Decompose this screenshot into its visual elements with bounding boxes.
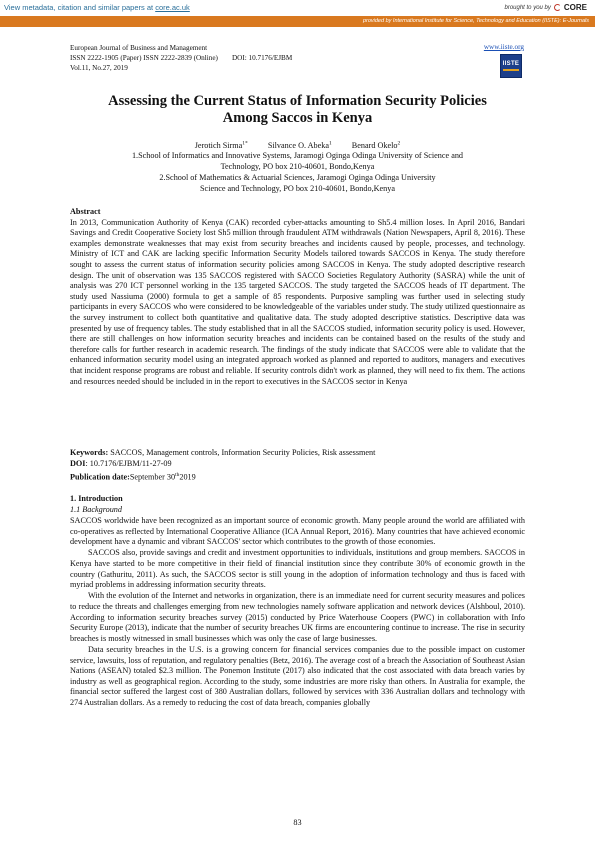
author-1 — [195, 141, 248, 150]
provider-text: provided by International Institute for Science, Technology and Education (IISTE): E-Journals — [362, 18, 589, 24]
paragraph: Data security breaches in the U.S. is a growing concern for financial services companies due to the possible impact on customer service, lawsuits, loss of reputation, and regulatory penalties (Betz, 2016). The average cost of a breach the Association of Southeast Asian Nations (ASEAN) totaled $2.3 million. The Ponemon Institute (2017) also indicated that the cost associated with data breach varies by industry as well as geographical region. According to the study, some industries are more risky than others. In Australia for example, the financial sector suffered the largest cost of 380 Australian dollars, followed by services with 336 Australian dollars and technology with 274 Australian dollars. As a remedy to reducing the cost of data breach, companies globally — [70, 644, 525, 707]
doi-value: : 10.7176/EJBM/11-27-09 — [85, 459, 172, 468]
journal-volume: Vol.11, No.27, 2019 — [70, 64, 128, 72]
journal-info — [70, 43, 292, 73]
paper-title-line-2: Among Saccos in Kenya — [222, 110, 373, 126]
journal-doi: DOI: 10.7176/EJBM — [231, 54, 293, 62]
abstract-heading: Abstract — [70, 207, 101, 216]
keywords-label: Keywords: — [70, 448, 109, 457]
paper-title-line-1: Assessing the Current Status of Information Security Policies — [108, 93, 487, 109]
author-2 — [268, 141, 332, 150]
publication-date-value: September 30 — [129, 472, 176, 482]
paragraph: SACCOS also, provide savings and credit and investment opportunities to individuals, institutions and group members. SACCOS in Kenya have started to be more competitive in their field of financial institution since they contribute 30% of economic growth in the country (Gathuritu, 2011). As such, the SACCOS sector is still young in the adoption of information technology and thus is faced with myriad problems in addressing information security threats. — [70, 548, 525, 590]
author-affil-mark: 1 — [329, 140, 332, 146]
paragraph: With the evolution of the Internet and networks in organization, there is an immediate need for current security measures and polices to reduce the threats and challenges emerging from new technologies namely software application and network devices (Alshboul, 2010). According to information security breaches survey (2015) conducted by Price Waterhouse Coopers (PWC) in collaboration with Info Security Europe (2013), indicate that the number of security breaches UK firms are encountering continue to increase. The rise in security breaches is mostly witnessed in small businesses which was only the case of large businesses. — [70, 591, 525, 643]
journal-name: European Journal of Business and Management — [70, 44, 208, 52]
publication-date-label: Publication date: — [70, 472, 130, 482]
iiste-logo-icon — [500, 54, 522, 78]
abstract-text: In 2013, Communication Authority of Kenya (CAK) recorded cyber-attacks amounting to Sh5.4 million loses. In April 2016, Bandari Savings and Credit Cooperative Society lost Sh5 million through fraudulent ATM withdrawals (Nation Newspapers, April 8, 2016). These examples demonstrate weaknesses that may exist from security breaches and incidents caused by people, processes, and technology. Ministry of ICT and CAK are lacking specific Information Security Models tailored towards SACCOS in Kenya. The study therefore sought to assess the current status of information security policies among SACCOS in Kenya. The study adopted descriptive research design. The unit of observation was 135 SACCOS registered with SACCO Societies Regulatory Authority (SASRA) while the unit of analysis was 270 ICT personnel working in the 135 targeted SACCOS. The study targeted the SACCOS heads of IT department. The study used Nassiuma (2000) formula to get a sample of 85 respondents. Purposive sampling was further used in selecting study participants in every SACCOS who were considered to be knowledgeable of the variables under study. The study utilized questionnaire as the survey instrument to collect both quantitative and qualitative data. The study adopted descriptive statistics. Descriptive data was presented by use of frequency tables. The study established that in all the SACCOS studied, information security policy is used. However, there are still challenges on how information security breaches and incidents can be contained based on the results of the study and therefore calls for further research in academic research. The findings of the study indicate that SACCOS were able to validate that the enhanced information security model using an integrated approach worked as planned and reported to auditors, managers and executives that incident response programs are robust and reliable. If security controls didn't work as planned, they will need to fix them. The actions and resources needed should be included in in the report to executives in the SACCOS sector in Kenya — [70, 217, 525, 386]
affiliation-1-line-2: Technology, PO box 210-40601, Bondo,Kenya — [220, 162, 375, 171]
affiliation-1 — [70, 150, 525, 172]
author-affil-mark: 1* — [242, 140, 248, 146]
core-metadata-label: View metadata, citation and similar papers at — [4, 3, 154, 12]
publication-date-year: 2019 — [179, 472, 196, 482]
journal-issn-line — [70, 53, 292, 63]
keywords-value: SACCOS, Management controls, Information Security Policies, Risk assessment — [110, 448, 376, 457]
publication-date-suffix: th — [175, 472, 180, 478]
author-list — [40, 138, 555, 151]
core-logo-text: CORE — [563, 3, 587, 12]
keywords-line — [70, 448, 525, 459]
page-number: 83 — [293, 818, 302, 827]
author-name: Benard Okelo — [351, 140, 398, 150]
author-name: Silvance O. Abeka — [267, 140, 329, 150]
section-heading: 1. Introduction — [70, 494, 123, 503]
journal-url-link[interactable]: www.iiste.org — [483, 43, 524, 51]
author-affil-mark: 2 — [397, 140, 401, 146]
core-metadata-text — [4, 3, 190, 12]
subsection-heading: 1.1 Background — [70, 505, 122, 514]
body-text — [70, 516, 525, 709]
paragraph: SACCOS worldwide have been recognized as an important source of economic growth. Many people around the world are affiliated with co-operatives as reflected by International Cooperative Alliance (ICA Annual Report, 2016). Many countries that have achieved economic development have a dynamic and vibrant SACCOS' sector which contributes to the growth of those economies. — [70, 516, 525, 547]
author-name: Jerotich Sirma — [194, 140, 243, 150]
doi-label: DOI — [70, 459, 86, 468]
affiliation-2 — [70, 172, 525, 194]
core-header-bar — [0, 0, 595, 16]
core-branding[interactable] — [505, 3, 588, 12]
iiste-logo-text: IISTE — [502, 61, 520, 67]
core-link[interactable]: core.ac.uk — [155, 3, 190, 12]
author-3 — [352, 141, 400, 150]
iiste-logo-bar — [503, 69, 519, 71]
affiliation-1-line-1: 1.School of Informatics and Innovative Systems, Jaramogi Oginga Odinga University of Science and — [131, 151, 464, 160]
abstract — [70, 207, 525, 387]
affiliation-2-line-2: Science and Technology, PO box 210-40601, Bondo,Kenya — [200, 184, 395, 193]
publication-date-line — [70, 470, 525, 483]
doi-line — [70, 459, 525, 470]
paper-title — [40, 93, 555, 127]
journal-issn: ISSN 2222-1905 (Paper) ISSN 2222-2839 (Online) — [70, 54, 218, 62]
core-brought-label: brought to you by — [504, 4, 551, 11]
core-logo-icon — [554, 4, 561, 11]
provider-bar — [0, 16, 595, 27]
affiliation-2-line-1: 2.School of Mathematics & Actuarial Sciences, Jaramogi Oginga Odinga University — [159, 173, 436, 182]
